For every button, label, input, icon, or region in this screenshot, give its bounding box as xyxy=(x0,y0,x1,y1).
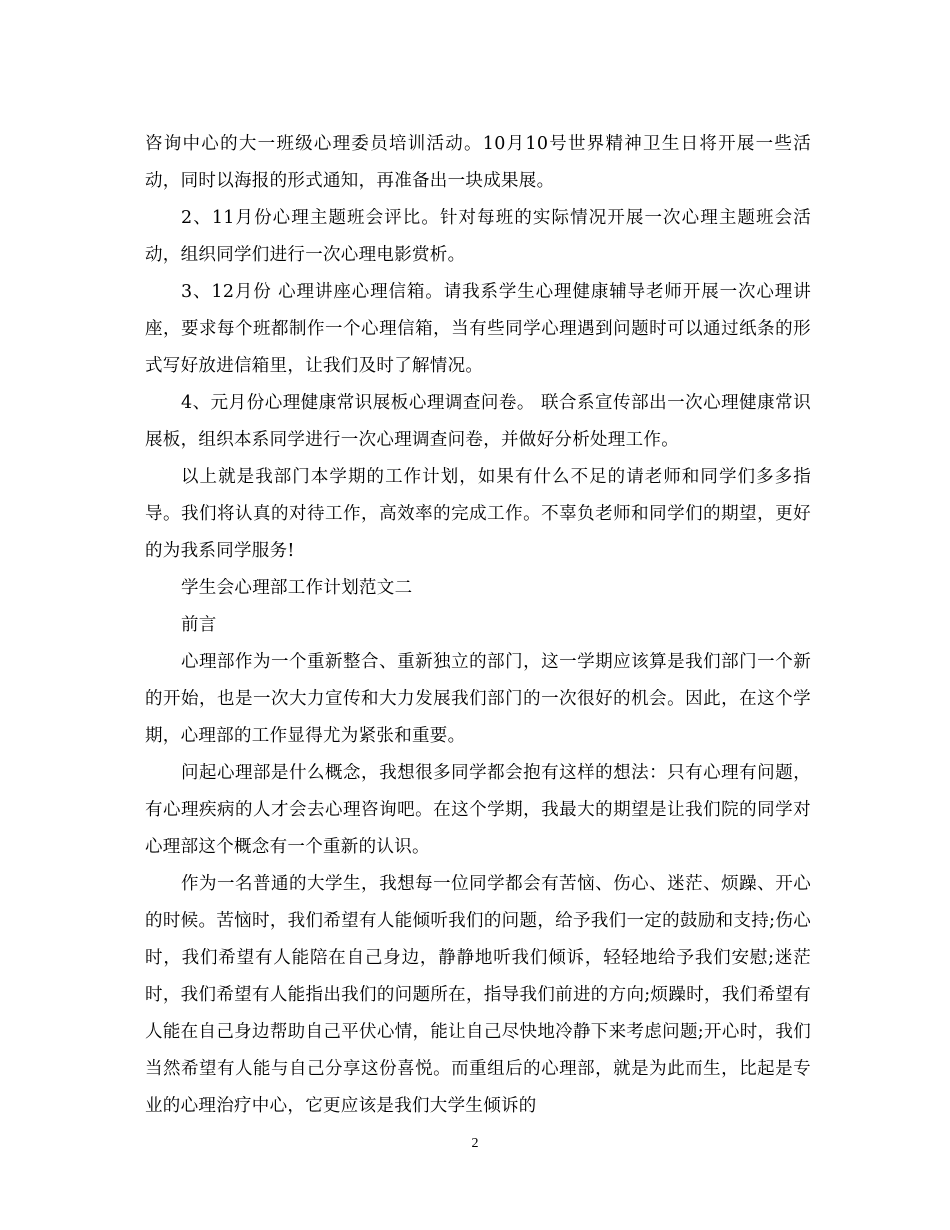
paragraph-3: 3、12月份 心理讲座心理信箱。请我系学生心理健康辅导老师开展一次心理讲座，要求每个班都制作一个心理信箱，当有些同学心理遇到问题时可以通过纸条的形式写好放进信箱里，让我们及时了解情况。 xyxy=(145,282,811,376)
paragraph-5: 以上就是我部门本学期的工作计划，如果有什么不足的请老师和同学们多多指导。我们将认真的对待工作，高效率的完成工作。不辜负老师和同学们的期望，更好的为我系同学服务! xyxy=(145,467,811,561)
preface-heading: 前言 xyxy=(181,615,217,635)
document-body xyxy=(145,126,811,1125)
paragraph-4: 4、元月份心理健康常识展板心理调查问卷。 联合系宣传部出一次心理健康常识展板，组织本系同学进行一次心理调查问卷，并做好分析处理工作。 xyxy=(145,393,811,450)
paragraph-9: 问起心理部是什么概念，我想很多同学都会抱有这样的想法：只有心理有问题，有心理疾病的人才会去心理咨询吧。在这个学期，我最大的期望是让我们院的同学对心理部这个概念有一个重新的认识。 xyxy=(145,763,811,857)
paragraph-1: 咨询中心的大一班级心理委员培训活动。10月10号世界精神卫生日将开展一些活动，同时以海报的形式通知，再准备出一块成果展。 xyxy=(145,134,811,191)
paragraph-10: 作为一名普通的大学生，我想每一位同学都会有苦恼、伤心、迷茫、烦躁、开心的时候。苦恼时，我们希望有人能倾听我们的问题，给予我们一定的鼓励和支持;伤心时，我们希望有人能陪在自己身边，静静地听我们倾诉，轻轻地给予我们安慰;迷茫时，我们希望有人能指出我们的问题所在，指导我们前进的方向;烦躁时，我们希望有人能在自己身边帮助自己平伏心情，能让自己尽快地冷静下来考虑问题;开心时，我们当然希望有人能与自己分享这份喜悦。而重组后的心理部，就是为此而生，比起是专业的心理治疗中心，它更应该是我们大学生倾诉的 xyxy=(145,874,811,1116)
section-title: 学生会心理部工作计划范文二 xyxy=(181,578,413,598)
page-number: 2 xyxy=(471,1136,479,1151)
paragraph-8: 心理部作为一个重新整合、重新独立的部门，这一学期应该算是我们部门一个新的开始，也是一次大力宣传和大力发展我们部门的一次很好的机会。因此，在这个学期，心理部的工作显得尤为紧张和重要。 xyxy=(145,652,811,746)
paragraph-2: 2、11月份心理主题班会评比。针对每班的实际情况开展一次心理主题班会活动，组织同学们进行一次心理电影赏析。 xyxy=(145,208,811,265)
